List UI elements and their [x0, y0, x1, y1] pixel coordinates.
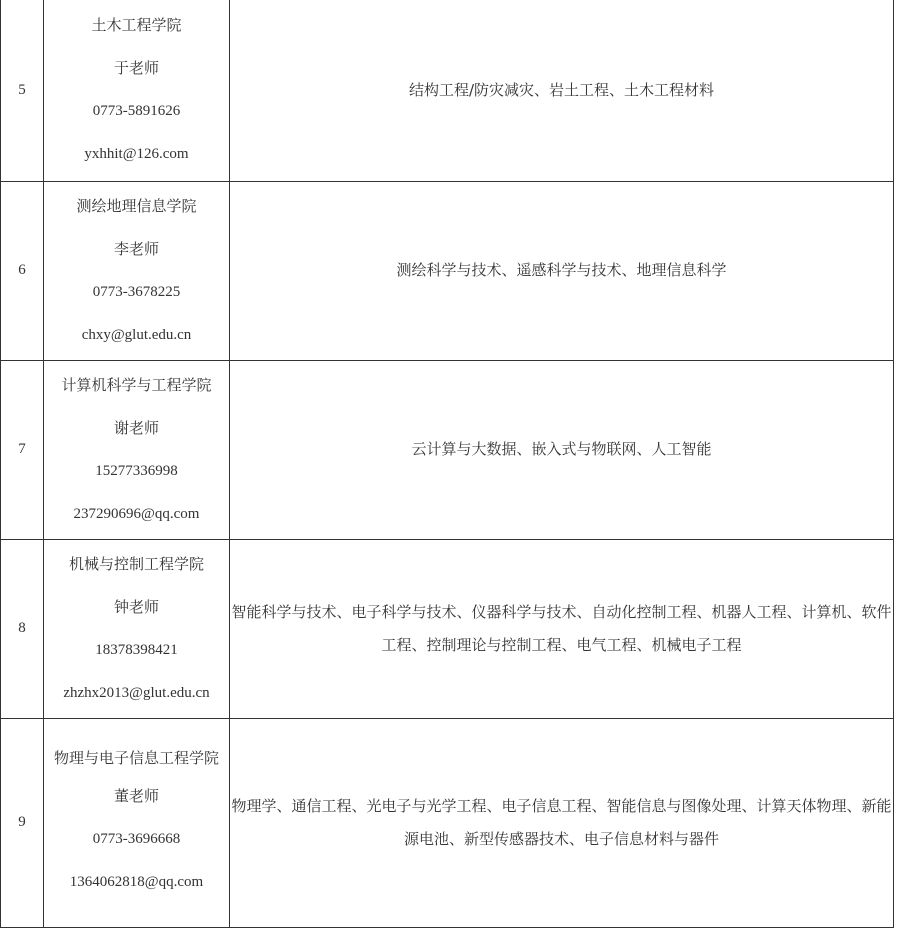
- table-row: [1, 0, 894, 181]
- contact-info-cell: [44, 360, 230, 539]
- contact-person: 董老师: [113, 787, 159, 805]
- majors-text: 测绘科学与技术、遥感科学与技术、地理信息科学: [396, 261, 727, 279]
- college-name: 机械与控制工程学院: [68, 554, 204, 573]
- table-row: [1, 539, 894, 718]
- college-name: 物理与电子信息工程学院: [53, 749, 219, 767]
- table-row: [1, 718, 894, 927]
- table-row: [1, 181, 894, 360]
- contact-phone: 18378398421: [95, 641, 178, 658]
- row-number: 8: [1, 539, 44, 718]
- contact-info-cell: [44, 539, 230, 718]
- row-number: 7: [1, 360, 44, 539]
- majors-cell: [230, 360, 894, 539]
- contact-email: yxhhit@126.com: [84, 146, 189, 163]
- contact-person: 李老师: [113, 239, 159, 258]
- contact-info-cell: [44, 0, 230, 181]
- contact-email: chxy@glut.edu.cn: [81, 326, 192, 343]
- contact-phone: 0773-5891626: [92, 103, 181, 120]
- contact-person: 钟老师: [113, 597, 159, 616]
- contact-phone: 0773-3696668: [92, 831, 181, 847]
- college-name: 测绘地理信息学院: [76, 196, 197, 215]
- majors-cell: [230, 0, 894, 181]
- majors-cell: [230, 718, 894, 927]
- majors-cell: [230, 539, 894, 718]
- majors-cell: [230, 181, 894, 360]
- contact-person: 于老师: [113, 59, 159, 78]
- majors-text: 物理学、通信工程、光电子与光学工程、电子信息工程、智能信息与图像处理、计算天体物理、新能源电池、新型传感器技术、电子信息材料与器件: [231, 796, 892, 848]
- contact-phone: 0773-3678225: [92, 283, 181, 300]
- majors-text: 云计算与大数据、嵌入式与物联网、人工智能: [411, 440, 712, 458]
- college-name: 土木工程学院: [91, 16, 182, 35]
- contact-info-cell: [44, 718, 230, 927]
- contact-email: zhzhx2013@glut.edu.cn: [63, 684, 210, 701]
- row-number: 5: [1, 0, 44, 181]
- majors-text: 结构工程/防灾减灾、岩土工程、土木工程材料: [408, 80, 715, 99]
- contact-email: 237290696@qq.com: [73, 505, 200, 522]
- majors-text: 智能科学与技术、电子科学与技术、仪器科学与技术、自动化控制工程、机器人工程、计算机、软件工程、控制理论与控制工程、电气工程、机械电子工程: [231, 602, 892, 654]
- contact-info-cell: [44, 181, 230, 360]
- table-row: [1, 360, 894, 539]
- row-number: 9: [1, 718, 44, 927]
- college-name: 计算机科学与工程学院: [61, 375, 212, 394]
- contact-email: 1364062818@qq.com: [69, 874, 204, 890]
- contact-person: 谢老师: [113, 418, 159, 437]
- row-number: 6: [1, 181, 44, 360]
- contact-phone: 15277336998: [95, 462, 178, 479]
